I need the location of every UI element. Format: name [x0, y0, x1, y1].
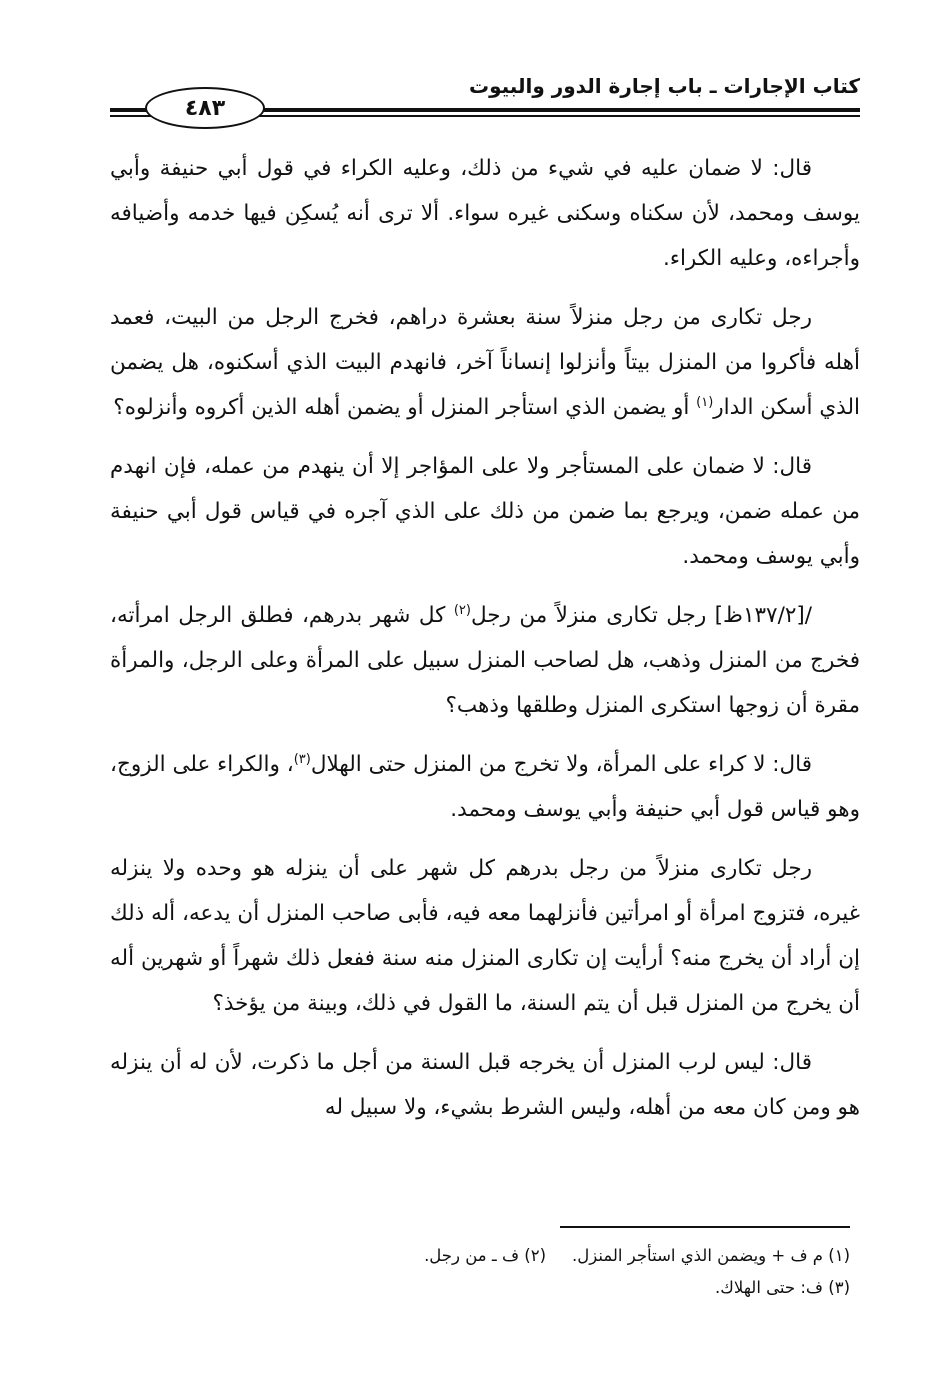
footnote-ref[interactable]: (١)	[696, 394, 714, 410]
paragraph-text: أو يضمن الذي استأجر المنزل أو يضمن أهله الذين أكروه وأنزلوه؟	[113, 395, 697, 420]
paragraph: قال: لا ضمان على المستأجر ولا على المؤاجر إلا أن ينهدم من عمله، فإن انهدم من عمله ضمن، ويرجع بما ضمن من ذلك على الذي آجره في قياس قول أبي حنيفة وأبي يوسف ومحمد.	[110, 454, 860, 569]
paragraph-text: كل شهر بدرهم، فطلق الرجل امرأته، فخرج من المنزل وذهب، هل لصاحب المنزل سبيل على المرأة وعلى الرجل، والمرأة مقرة أن زوجها استكرى المنزل وطلقها وذهب؟	[110, 603, 860, 718]
footnote-line	[110, 1272, 850, 1304]
footnote-2: (٢) ف ـ من رجل.	[424, 1246, 547, 1265]
running-title: كتاب الإجارات ـ باب إجارة الدور والبيوت	[469, 74, 860, 98]
footnotes	[110, 1240, 850, 1304]
footnote-3: (٣) ف: حتى الهلاك.	[715, 1278, 850, 1297]
paragraph	[110, 593, 860, 728]
main-text	[110, 146, 860, 1144]
paragraph	[110, 295, 860, 430]
paragraph: رجل تكارى منزلاً من رجل بدرهم كل شهر على أن ينزله هو وحده ولا ينزله غيره، فتزوج امرأة أو امرأتين فأنزلهما معه فيه، فأبى صاحب المنزل أن يدعه، أله ذلك إن أراد أن يخرج منه؟ أرأيت إن تكارى المنزل منه سنة ففعل ذلك شهراً أو شهرين أله أن يخرج من المنزل قبل أن يتم السنة، ما القول في ذلك، وبينة من يؤخذ؟	[110, 856, 860, 1016]
paragraph-text: رجل تكارى من رجل منزلاً سنة بعشرة دراهم، فخرج الرجل من البيت، فعمد أهله فأكروا من المنزل بيتاً وأنزلوا إنساناً آخر، فانهدم البيت الذي أسكنوه، هل يضمن الذي أسكن الدار	[110, 305, 860, 420]
paragraph	[110, 742, 860, 832]
paragraph: قال: لا ضمان عليه في شيء من ذلك، وعليه الكراء في قول أبي حنيفة وأبي يوسف ومحمد، لأن سكناه وسكنى غيره سواء. ألا ترى أنه يُسكِن فيها خدمه وأضيافه وأجراءه، وعليه الكراء.	[110, 156, 860, 271]
footnote-separator	[560, 1226, 850, 1228]
page-number: ٤٨٣	[184, 95, 226, 121]
footnote-ref[interactable]: (٣)	[293, 751, 311, 767]
paragraph-text: قال: لا كراء على المرأة، ولا تخرج من المنزل حتى الهلال	[310, 752, 812, 777]
paragraph: قال: ليس لرب المنزل أن يخرجه قبل السنة من أجل ما ذكرت، لأن له أن ينزله هو ومن كان معه من أهله، وليس الشرط بشيء، ولا سبيل له	[110, 1050, 860, 1120]
page-number-badge	[145, 87, 265, 129]
paragraph-text: ، والكراء على الزوج، وهو قياس قول أبي حنيفة وأبي يوسف ومحمد.	[110, 752, 860, 822]
paragraph-text: /[١٣٧/٢ظ] رجل تكارى منزلاً من رجل	[470, 603, 813, 628]
footnote-ref[interactable]: (٢)	[453, 602, 471, 618]
page-header	[110, 62, 860, 128]
footnote-1: (١) م ف + ويضمن الذي استأجر المنزل.	[572, 1246, 850, 1265]
footnote-line	[110, 1240, 850, 1272]
